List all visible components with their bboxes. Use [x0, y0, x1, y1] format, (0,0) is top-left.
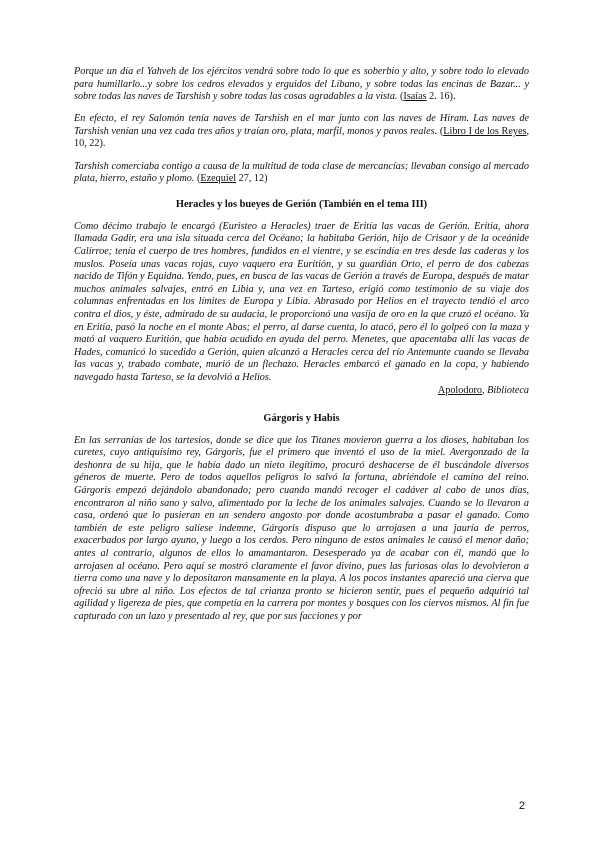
- quote-text: Tarshish comerciaba contigo a causa de la multitud de toda clase de mercancías; llevaban consigo al mercado plata, hierro, estaño y plomo.: [74, 160, 529, 185]
- quote-ezequiel: [74, 161, 529, 186]
- citation-ref: 10, 22).: [74, 138, 106, 150]
- attribution-work: Biblioteca: [487, 384, 529, 396]
- quote-citation: (Libro I de los Reyes, 10, 22).: [74, 125, 530, 150]
- quote-citation: (Isaías 2. 16).: [400, 91, 456, 103]
- quote-text: Porque un día el Yahveh de los ejércitos vendrá sobre todo lo que es soberbio y alto, y sobre todo lo elevado para humillarlo...y sobre los cedros elevados y erguidos del Líbano, y sobre todas las encinas de Bazar... y sobre todas las naves de Tarshish y sobre todas las cosas agradables a la vista.: [74, 66, 529, 103]
- source-link-reyes[interactable]: Libro I de los Reyes: [443, 125, 527, 137]
- citation-ref: 2. 16).: [429, 91, 456, 103]
- citation-ref: 27, 12): [238, 173, 268, 185]
- attribution-apolodoro: Apolodoro, Biblioteca: [437, 384, 529, 396]
- section-heading-heracles: Heracles y los bueyes de Gerión (También en el tema III): [175, 198, 428, 210]
- page-number: 2: [518, 800, 525, 812]
- author-link-apolodoro[interactable]: Apolodoro: [437, 384, 483, 396]
- section-heading-gargoris: Gárgoris y Habis: [263, 412, 340, 424]
- quote-citation: (Ezequiel 27, 12): [197, 173, 268, 185]
- quote-reyes: [74, 113, 529, 151]
- section-body-gargoris: En las serranías de los tartesios, donde se dice que los Titanes movieron guerra a los dioses, habitaban los curetes, cuyo antiquísimo rey, Gárgoris, fue el primero que inventó el uso de la miel. Avergonzado de la deshonra de su hija, que le había dado un nieto ilegítimo, procuró deshacerse de él buscándole diversos géneros de muerte. Pero de todos aquellos peligros lo salvó la fortuna, abriéndole el camino del reino. Gárgoris empezó dejándolo abandonado; pero cuando mandó recoger el cadáver al cabo de unos días, encontraron al niño sano y salvo, alimentado por la leche de los animales salvajes. Cuando se lo llevaron a casa, ordenó que lo pusieran en un sendero angosto por donde acostumbraba a pasar el ganado. Como también de este peligro salíese indemne, Gárgoris dispuso que lo arrojasen a una jauría de perros, exacerbados por largo ayuno, y luego a los cerdos. Pero ninguno de estos animales le causó el menor daño; antes al contrario, algunos de ellos lo amamantaron. Desesperado ya de acabar con él, mandó que lo arrojasen al océano. Pero aquí se mostró claramente el favor divino, pues las furiosas olas lo devolvieron a tierra como una nave y lo depositaron mansamente en la playa. A los pocos instantes apareció una cierva que ofreció su ubre al niño. Los efectos de tal crianza pronto se hicieron sentir, pues el pequeño adquirió tal agilidad y ligereza de pies, que competía en la carrera por montes y bosques con los ciervos mismos. Al fin fue capturado con un lazo y presentado al rey, que por sus facciones y por: [74, 434, 529, 622]
- document-page: [74, 66, 529, 633]
- source-link-isaias[interactable]: Isaías: [403, 91, 427, 103]
- quote-isaias: [74, 66, 529, 104]
- quote-text: En efecto, el rey Salomón tenía naves de Tarshish en el mar junto con las naves de Hiram. Las naves de Tarshish venían una vez cada tres años y traían oro, plata, marfil, monos y pavos reales.: [74, 113, 529, 137]
- source-link-ezequiel[interactable]: Ezequiel: [200, 173, 237, 185]
- section-body-heracles: Como décimo trabajo le encargó (Euristeo a Heracles) traer de Eritía las vacas de Gerión. Eritia, ahora llamada Gadir, era una isla situada cerca del Océano; la habitaba Gerión, hijo de Crisaor y de la oceánide Calírroe; tenía el cuerpo de tres hombres, fundidos en el vientre, y se escindía en tres desde las caderas y los muslos. Poseía unas vacas rojas, cuyo vaquero era Euritión, y su guardián Orto, el perro de dos cabezas nacido de Tifón y Equidna. Yendo, pues, en busca de las vacas de Gerión a través de Europa, después de matar muchos animales salvajes, entró en Libia y, una vez en Tarteso, erigió como testimonio de su viaje dos columnas enfrentadas en los límites de Europa y Libia. Abrasado por Helios en el trayecto tendió el arco contra el dios, y éste, admirado de su audacia, le proporcionó una vasija de oro en la que cruzó el océano. Ya en Eritía, pasó la noche en el monte Abas; el perro, al darse cuenta, lo atacó, pero él lo golpeó con la maza y mató al vaquero Euritión, que había acudido en ayuda del perro. Menetes, que apacentaba allí las vacas de Hades, comunicó lo sucedido a Gerión, quien alcanzó a Heracles cerca del río Antemunte cuando se llevaba las vacas y, trabado combate, murió de un flechazo. Heracles embarcó el ganado en la copa, y habiendo navegado hasta Tarteso, se la devolvió a Helios.: [74, 220, 529, 383]
